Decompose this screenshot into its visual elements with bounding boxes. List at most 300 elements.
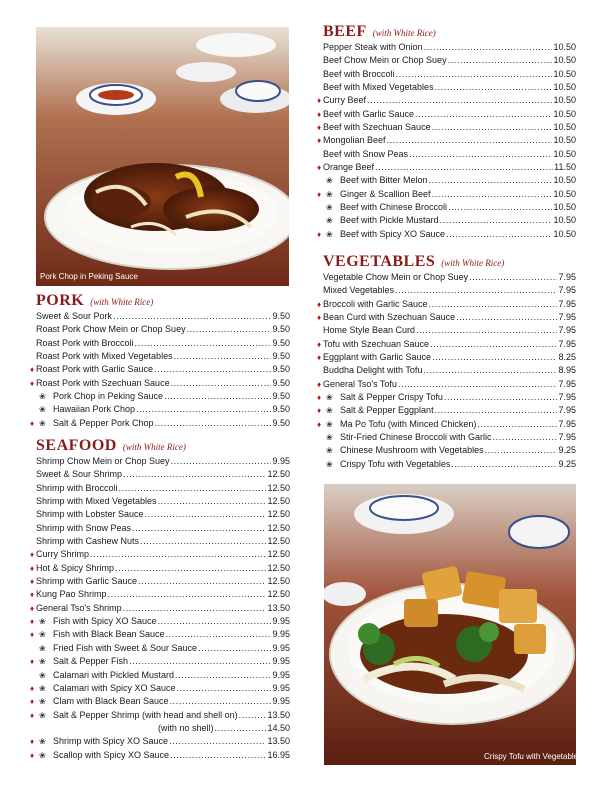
item-price: 8.95 [558,365,576,376]
beef-section-header [323,23,576,41]
menu-item [36,722,290,735]
leader-dots [155,417,272,430]
menu-item [30,695,290,708]
pork-section-title: PORK [36,292,85,309]
item-price: 9.50 [272,337,290,348]
item-price: 10.50 [553,202,576,213]
item-price: 9.25 [558,458,576,469]
item-price: 7.95 [558,378,576,389]
leader-dots [477,418,557,431]
chef-special-character-icon: ❀ [39,683,46,693]
crispy-tofu-photo [324,484,576,765]
leader-dots [169,735,266,748]
item-price: 9.50 [272,311,290,321]
leader-dots [239,709,267,722]
item-price: 10.50 [553,228,576,239]
item-name: General Tso's Tofu [323,378,397,389]
item-price: 7.95 [558,432,576,443]
item-name: Calamari with Spicy XO Sauce [53,682,176,693]
leader-dots [115,562,266,575]
menu-item [323,68,576,81]
item-name: Bean Curd with Szechuan Sauce [323,312,456,323]
item-name: Shrimp Chow Mein or Chop Suey [36,456,170,466]
item-price: 10.50 [553,68,576,79]
item-name: Crispy Tofu with Vegetables [340,458,451,469]
menu-item [30,735,290,748]
menu-item [30,628,290,641]
item-name: Shrimp with Cashew Nuts [36,536,140,547]
item-name: Scallop with Spicy XO Sauce [53,749,170,760]
leader-dots [170,695,272,708]
leader-dots [448,201,552,214]
leader-dots [214,722,266,735]
menu-item [36,508,290,521]
red-pepper-icon: ♦ [30,365,35,375]
chef-special-character-icon: ❀ [326,176,333,186]
red-pepper-icon: ♦ [317,406,322,416]
item-price: 7.95 [558,338,576,349]
item-name: Beef with Broccoli [323,68,395,79]
red-pepper-icon: ♦ [317,109,322,119]
leader-dots [145,508,267,521]
red-pepper-icon: ♦ [317,353,322,363]
item-name: Sweet & Sour Pork [36,311,113,321]
item-name: Tofu with Szechuan Sauce [323,338,430,349]
menu-item [36,495,290,508]
vegetables-section [317,253,576,471]
red-pepper-icon: ♦ [30,563,35,573]
leader-dots [446,228,552,241]
item-name: Beef with Snow Peas [323,148,409,159]
chef-special-character-icon: ❀ [39,750,46,760]
red-pepper-icon: ♦ [30,750,35,760]
item-price: 9.95 [272,629,290,640]
red-pepper-icon: ♦ [317,393,322,403]
chef-special-character-icon: ❀ [39,737,46,747]
item-name: Roast Pork with Garlic Sauce [36,364,154,375]
leader-dots [171,455,272,468]
item-price: 9.50 [272,417,290,428]
chef-special-character-icon: ❀ [39,643,46,653]
menu-item [323,444,576,457]
leader-dots [432,121,553,134]
leader-dots [164,390,271,403]
chef-special-character-icon: ❀ [326,446,333,456]
leader-dots [398,378,558,391]
menu-item [36,455,290,468]
red-pepper-icon: ♦ [317,163,322,173]
item-name: Beef with Garlic Sauce [323,108,415,119]
item-price: 10.50 [553,135,576,146]
beef-item-list [317,41,576,241]
leader-dots [429,174,553,187]
item-price: 11.50 [554,162,576,173]
leader-dots [469,271,557,284]
pork-section-subtitle: (with White Rice) [90,297,154,307]
leader-dots [423,364,557,377]
leader-dots [187,323,272,336]
red-pepper-icon: ♦ [30,697,35,707]
red-pepper-icon: ♦ [317,123,322,133]
item-name: Shrimp with Snow Peas [36,522,132,533]
item-price: 14.50 [267,722,290,733]
item-price: 7.95 [558,418,576,429]
item-name: (with no shell) [157,722,214,733]
menu-item [317,404,576,417]
menu-item [36,669,290,682]
leader-dots [456,311,557,324]
menu-item [30,575,290,588]
seafood-section-title: SEAFOOD [36,437,117,454]
leader-dots [177,682,272,695]
menu-item [323,201,576,214]
red-pepper-icon: ♦ [317,339,322,349]
leader-dots [175,669,271,682]
leader-dots [444,391,558,404]
chef-special-character-icon: ❀ [39,710,46,720]
red-pepper-icon: ♦ [30,418,35,428]
red-pepper-icon: ♦ [317,96,322,106]
menu-item [317,94,576,107]
item-name: Stir-Fried Chinese Broccoli with Garlic [340,432,492,443]
chef-special-character-icon: ❀ [39,418,46,428]
menu-item [323,54,576,67]
red-pepper-icon: ♦ [317,299,322,309]
menu-item [30,588,290,601]
item-name: Beef Chow Mein or Chop Suey [323,55,447,66]
item-name: Shrimp with Garlic Sauce [36,576,138,587]
menu-item [36,337,290,350]
chef-special-character-icon: ❀ [326,393,333,403]
menu-item [36,390,290,403]
leader-dots [138,575,266,588]
leader-dots [448,54,553,67]
item-name: Beef with Pickle Mustard [340,215,439,226]
pork-chop-photo [36,27,289,286]
leader-dots [485,444,558,457]
leader-dots [435,404,558,417]
tofu-photo-caption: Crispy Tofu with Vegetables [484,752,583,761]
menu-item [323,324,576,337]
item-price: 13.50 [267,709,290,720]
chef-special-character-icon: ❀ [39,617,46,627]
item-price: 10.50 [553,188,576,199]
item-name: Home Style Bean Curd [323,325,416,336]
menu-item [30,363,290,376]
leader-dots [108,588,267,601]
menu-item [30,548,290,561]
item-price: 9.95 [272,456,290,466]
item-price: 9.50 [272,391,290,402]
seafood-section-subtitle: (with White Rice) [122,442,186,452]
menu-item [36,350,290,363]
leader-dots [424,41,553,54]
item-name: Hot & Spicy Shrimp [36,562,115,573]
item-name: Roast Pork with Broccoli [36,337,134,348]
menu-item [323,284,576,297]
item-price: 10.50 [553,108,576,119]
menu-item [30,655,290,668]
red-pepper-icon: ♦ [30,683,35,693]
chef-special-character-icon: ❀ [39,697,46,707]
item-name: Calamari with Pickled Mustard [53,669,175,680]
item-name: Orange Beef [323,162,375,173]
leader-dots [123,468,266,481]
menu-item [36,468,290,481]
pork-photo-caption: Pork Chop in Peking Sauce [40,272,138,281]
menu-item [30,377,290,390]
menu-item [323,431,576,444]
item-price: 10.50 [553,42,576,52]
leader-dots [396,68,553,81]
red-pepper-icon: ♦ [30,378,35,388]
pork-section [30,292,290,430]
leader-dots [430,338,557,351]
leader-dots [395,284,557,297]
red-pepper-icon: ♦ [30,577,35,587]
chef-special-character-icon: ❀ [39,670,46,680]
item-price: 9.95 [272,669,290,680]
leader-dots [158,495,267,508]
item-price: 10.50 [553,82,576,93]
leader-dots [387,134,553,147]
item-price: 9.95 [272,642,290,653]
menu-item [317,418,576,431]
menu-item [323,458,576,471]
item-name: Beef with Szechuan Sauce [323,122,431,133]
leader-dots [171,377,272,390]
item-price: 12.50 [267,562,290,573]
leader-dots [140,535,266,548]
leader-dots [129,655,271,668]
item-price: 9.95 [272,682,290,693]
item-name: Fried Fish with Sweet & Sour Sauce [53,642,198,653]
leader-dots [409,148,552,161]
item-price: 7.95 [558,285,576,296]
item-price: 8.25 [558,352,576,363]
menu-item [30,749,290,762]
red-pepper-icon: ♦ [30,657,35,667]
item-name: Shrimp with Lobster Sauce [36,509,144,520]
menu-item [36,642,290,655]
chef-special-character-icon: ❀ [326,189,333,199]
item-price: 9.25 [558,445,576,456]
leader-dots [375,161,553,174]
vegetables-item-list [317,271,576,471]
item-price: 7.95 [558,312,576,323]
chef-special-character-icon: ❀ [326,419,333,429]
item-name: Roast Pork with Szechuan Sauce [36,377,170,388]
item-name: Salt & Pepper Shrimp (with head and shell on) [53,709,238,720]
item-price: 12.50 [267,536,290,547]
menu-item [30,615,290,628]
item-name: Mongolian Beef [323,135,386,146]
red-pepper-icon: ♦ [317,379,322,389]
chef-special-character-icon: ❀ [326,459,333,469]
red-pepper-icon: ♦ [317,419,322,429]
menu-item [317,108,576,121]
item-price: 10.50 [553,148,576,159]
item-price: 13.50 [267,736,290,747]
red-pepper-icon: ♦ [317,313,322,323]
item-price: 12.50 [267,522,290,533]
item-name: Ma Po Tofu (with Minced Chicken) [340,418,477,429]
chef-special-character-icon: ❀ [326,203,333,213]
menu-item [36,310,290,323]
item-name: Roast Pork with Mixed Vegetables [36,351,173,362]
item-price: 9.95 [272,656,290,667]
item-price: 10.50 [553,122,576,133]
item-name: Salt & Pepper Crispy Tofu [340,392,443,403]
menu-item [317,378,576,391]
red-pepper-icon: ♦ [30,630,35,640]
menu-item [323,174,576,187]
menu-item [317,338,576,351]
leader-dots [119,482,267,495]
chef-special-character-icon: ❀ [39,392,46,402]
menu-item [317,391,576,404]
menu-item [323,81,576,94]
menu-item [36,323,290,336]
vegetables-section-subtitle: (with White Rice) [441,258,505,268]
item-name: Eggplant with Garlic Sauce [323,352,432,363]
pork-section-header [36,292,290,310]
item-name: Hawaiian Pork Chop [53,404,136,415]
menu-item [317,298,576,311]
menu-item [323,41,576,54]
leader-dots [415,108,552,121]
leader-dots [90,548,266,561]
leader-dots [429,298,558,311]
red-pepper-icon: ♦ [30,590,35,600]
item-price: 9.50 [272,364,290,375]
red-pepper-icon: ♦ [317,229,322,239]
item-price: 7.95 [558,405,576,416]
chef-special-character-icon: ❀ [326,433,333,443]
leader-dots [135,337,272,350]
item-price: 13.50 [267,602,290,613]
item-name: Beef with Mixed Vegetables [323,82,434,93]
item-name: Pepper Steak with Onion [323,42,423,52]
item-price: 12.50 [267,576,290,587]
leader-dots [435,81,553,94]
leader-dots [170,749,266,762]
item-name: Pork Chop in Peking Sauce [53,391,164,402]
menu-item [323,271,576,284]
leader-dots [174,350,272,363]
item-name: Roast Pork Chow Mein or Chop Suey [36,324,186,335]
menu-item [323,148,576,161]
item-name: Vegetable Chow Mein or Chop Suey [323,272,469,282]
item-price: 12.50 [267,482,290,493]
item-price: 10.50 [553,215,576,226]
item-price: 16.95 [267,749,290,760]
red-pepper-icon: ♦ [30,710,35,720]
beef-section [317,23,576,241]
menu-item [317,134,576,147]
beef-section-subtitle: (with White Rice) [372,28,436,38]
item-name: Mixed Vegetables [323,285,395,296]
leader-dots [136,403,271,416]
item-name: Kung Pao Shrimp [36,589,107,600]
menu-item [317,228,576,241]
seafood-section-header [36,437,290,455]
item-name: General Tso's Shrimp [36,602,122,613]
item-price: 10.50 [553,175,576,186]
item-name: Chinese Mushroom with Vegetables [340,445,484,456]
item-name: Fish with Spicy XO Sauce [53,616,157,627]
pork-chop-illustration [36,27,289,286]
chef-special-character-icon: ❀ [39,405,46,415]
item-name: Beef with Spicy XO Sauce [340,228,446,239]
chef-special-character-icon: ❀ [326,216,333,226]
leader-dots [154,363,271,376]
item-price: 9.50 [272,377,290,388]
item-name: Beef with Chinese Broccoli [340,202,448,213]
item-price: 9.95 [272,696,290,707]
menu-item [30,417,290,430]
leader-dots [432,351,557,364]
item-price: 9.95 [272,616,290,627]
menu-item [36,403,290,416]
item-price: 9.50 [272,404,290,415]
menu-item [317,351,576,364]
item-name: Sweet & Sour Shrimp [36,469,123,480]
beef-section-title: BEEF [323,23,367,40]
item-price: 7.95 [558,298,576,309]
red-pepper-icon: ♦ [30,617,35,627]
seafood-section [30,437,290,762]
menu-item [323,214,576,227]
item-price: 10.50 [553,95,576,106]
item-price: 12.50 [267,496,290,507]
chef-special-character-icon: ❀ [39,630,46,640]
menu-item [30,562,290,575]
vegetables-section-title: VEGETABLES [323,253,436,270]
chef-special-character-icon: ❀ [326,406,333,416]
item-price: 12.50 [267,589,290,600]
menu-item [30,682,290,695]
item-name: Buddha Delight with Tofu [323,365,423,376]
item-name: Shrimp with Mixed Vegetables [36,496,157,507]
item-name: Salt & Pepper Eggplant [340,405,434,416]
item-price: 10.50 [553,55,576,66]
vegetables-section-header [323,253,576,271]
menu-item [317,311,576,324]
leader-dots [123,602,267,615]
menu-item [36,522,290,535]
seafood-item-list [30,455,290,762]
item-name: Beef with Bitter Melon [340,175,428,186]
item-name: Fish with Black Bean Sauce [53,629,165,640]
leader-dots [132,522,266,535]
leader-dots [432,188,553,201]
item-price: 7.95 [558,272,576,282]
item-name: Curry Beef [323,95,367,106]
chef-special-character-icon: ❀ [39,657,46,667]
item-name: Shrimp with Broccoli [36,482,118,493]
item-price: 9.50 [272,351,290,362]
crispy-tofu-illustration [324,484,576,765]
item-name: Curry Shrimp [36,549,90,560]
menu-item [30,602,290,615]
red-pepper-icon: ♦ [30,603,35,613]
item-price: 7.95 [558,325,576,336]
leader-dots [113,310,271,323]
item-name: Shrimp with Spicy XO Sauce [53,736,169,747]
leader-dots [451,458,557,471]
pork-item-list [30,310,290,430]
